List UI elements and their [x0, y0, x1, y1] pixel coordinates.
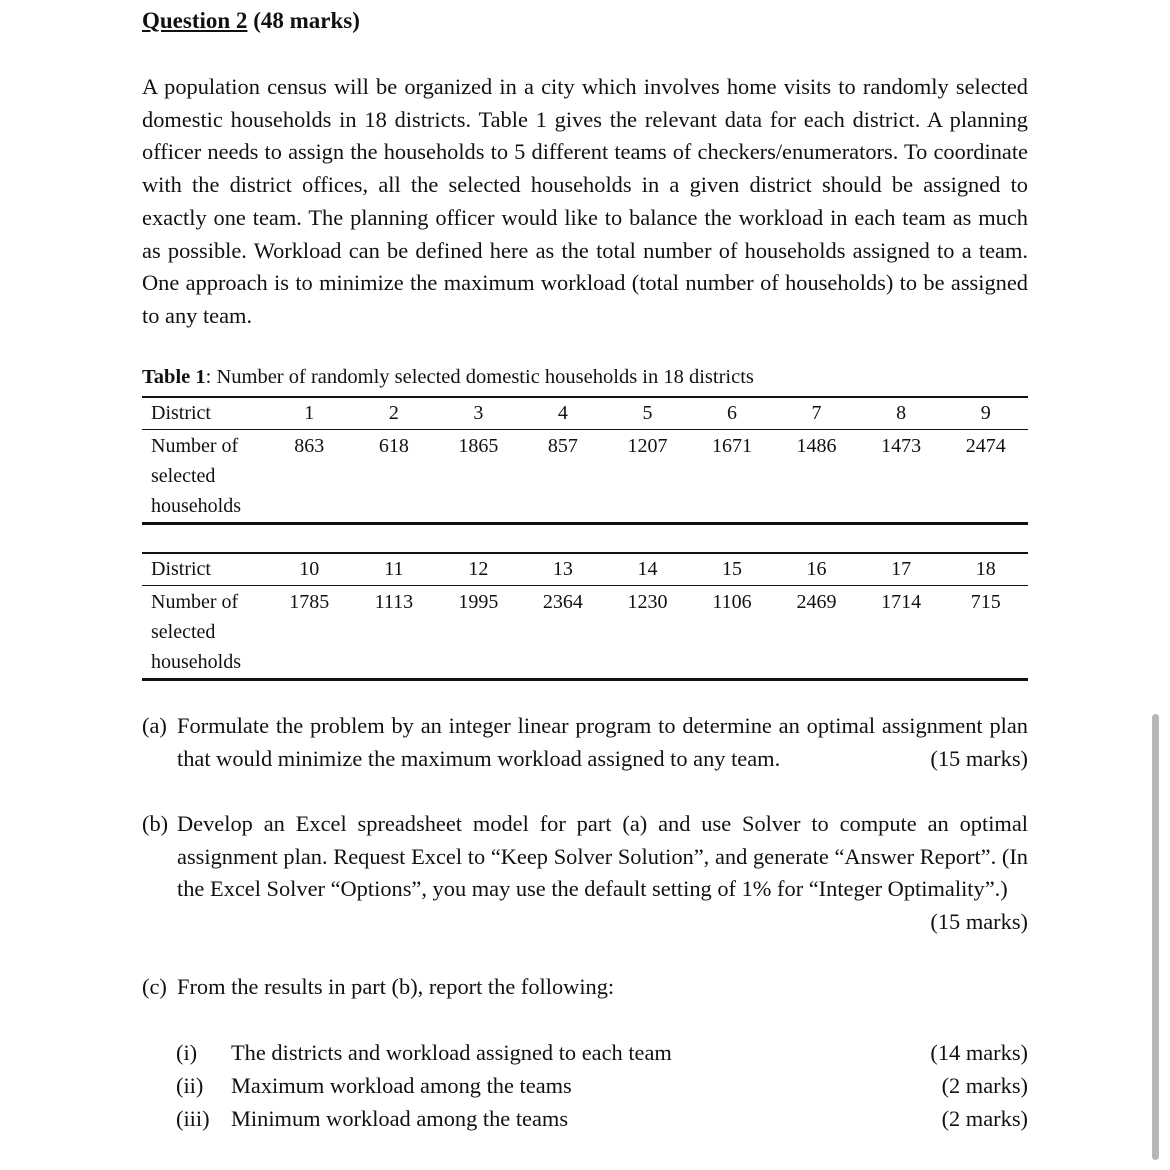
households-row	[142, 586, 1028, 680]
households-cell: 1106	[690, 586, 775, 680]
part-c-item-marks: (2 marks)	[941, 1106, 1028, 1131]
households-row-label	[142, 586, 267, 680]
households-cell: 857	[521, 430, 606, 524]
households-cell: 715	[943, 586, 1028, 680]
households-cell: 1113	[352, 586, 437, 680]
district-cell: 1	[267, 397, 352, 430]
households-cell: 1473	[859, 430, 944, 524]
district-cell: 12	[436, 553, 521, 586]
part-b	[142, 808, 1028, 939]
households-label-line: households	[151, 651, 241, 673]
households-label-line: Number of	[151, 591, 239, 613]
district-cell: 13	[521, 553, 606, 586]
part-a	[142, 710, 1028, 775]
district-cell: 17	[859, 553, 944, 586]
part-c-item-marks: (14 marks)	[930, 1040, 1028, 1065]
households-cell: 2474	[943, 430, 1028, 524]
table-caption-text: : Number of randomly selected domestic households in 18 districts	[205, 366, 754, 388]
part-a-marks: (15 marks)	[930, 745, 1028, 771]
households-cell: 618	[352, 430, 437, 524]
households-label-line: selected	[151, 621, 216, 643]
part-c-item-number: (ii)	[176, 1073, 204, 1098]
question-marks: (48 marks)	[253, 8, 360, 33]
intro-paragraph: A population census will be organized in a city which involves home visits to randomly selected domestic households in 18 districts. Table 1 gives the relevant data for each district. A planning officer needs to assign the households to 5 different teams of checkers/enumerators. To coordinate with the district offices, all the selected households in a given district should be assigned to exactly one team. The planning officer would like to balance the workload in each team as much as possible. Workload can be defined here as the total number of households assigned to a team. One approach is to minimize the maximum workload (total number of households) to be assigned to any team.	[142, 74, 1028, 328]
households-cell: 1486	[774, 430, 859, 524]
district-table-part-1	[142, 396, 1028, 525]
households-cell: 1671	[690, 430, 775, 524]
district-cell: 16	[774, 553, 859, 586]
part-c-item-text: Maximum workload among the teams	[231, 1073, 572, 1098]
district-row-label: District	[142, 553, 267, 586]
part-c-item-text: The districts and workload assigned to each team	[231, 1040, 672, 1065]
district-row-label: District	[142, 397, 267, 430]
district-cell: 6	[690, 397, 775, 430]
part-c-tag: (c)	[142, 974, 167, 999]
table-caption-label: Table 1	[142, 366, 206, 388]
part-c-item-number: (iii)	[176, 1106, 210, 1131]
households-cell: 2364	[521, 586, 606, 680]
households-cell: 863	[267, 430, 352, 524]
district-row	[142, 397, 1028, 430]
district-cell: 15	[690, 553, 775, 586]
part-c-item-number: (i)	[176, 1040, 198, 1065]
part-c	[142, 971, 1028, 1004]
table-caption	[142, 366, 754, 389]
part-b-body	[177, 808, 1028, 935]
part-b-text: Develop an Excel spreadsheet model for part (a) and use Solver to compute an optimal assignment plan. Request Excel to “Keep Solver Solution”, and generate “Answer Report”. (In the Excel Solver “Options”, you may use the default setting of 1% for “Integer Optimality”.)	[177, 811, 1028, 902]
part-a-text: Formulate the problem by an integer linear program to determine an optimal assignment plan that would minimize the maximum workload assigned to any team.	[177, 713, 1028, 771]
households-cell: 1865	[436, 430, 521, 524]
district-cell: 11	[352, 553, 437, 586]
households-cell: 1230	[605, 586, 690, 680]
part-c-text: From the results in part (b), report the following:	[177, 974, 615, 999]
district-cell: 9	[943, 397, 1028, 430]
households-cell: 2469	[774, 586, 859, 680]
district-cell: 18	[943, 553, 1028, 586]
district-cell: 5	[605, 397, 690, 430]
question-heading	[142, 8, 360, 34]
district-cell: 2	[352, 397, 437, 430]
households-cell: 1995	[436, 586, 521, 680]
vertical-scrollbar[interactable]	[1152, 714, 1159, 1160]
households-row	[142, 430, 1028, 524]
question-number: Question 2	[142, 8, 248, 33]
households-label-line: households	[151, 495, 241, 517]
households-cell: 1785	[267, 586, 352, 680]
households-label-line: selected	[151, 465, 216, 487]
households-row-label	[142, 430, 267, 524]
district-cell: 8	[859, 397, 944, 430]
households-label-line: Number of	[151, 435, 239, 457]
part-b-marks: (15 marks)	[930, 909, 1028, 935]
part-c-item-text: Minimum workload among the teams	[231, 1106, 569, 1131]
district-cell: 7	[774, 397, 859, 430]
households-cell: 1207	[605, 430, 690, 524]
district-cell: 4	[521, 397, 606, 430]
district-row	[142, 553, 1028, 586]
part-b-tag: (b)	[142, 811, 169, 836]
part-a-body	[177, 710, 1028, 775]
part-c-item-marks: (2 marks)	[941, 1073, 1028, 1098]
district-cell: 3	[436, 397, 521, 430]
part-a-tag: (a)	[142, 713, 167, 738]
district-table-part-2	[142, 552, 1028, 681]
district-cell: 10	[267, 553, 352, 586]
households-cell: 1714	[859, 586, 944, 680]
district-cell: 14	[605, 553, 690, 586]
